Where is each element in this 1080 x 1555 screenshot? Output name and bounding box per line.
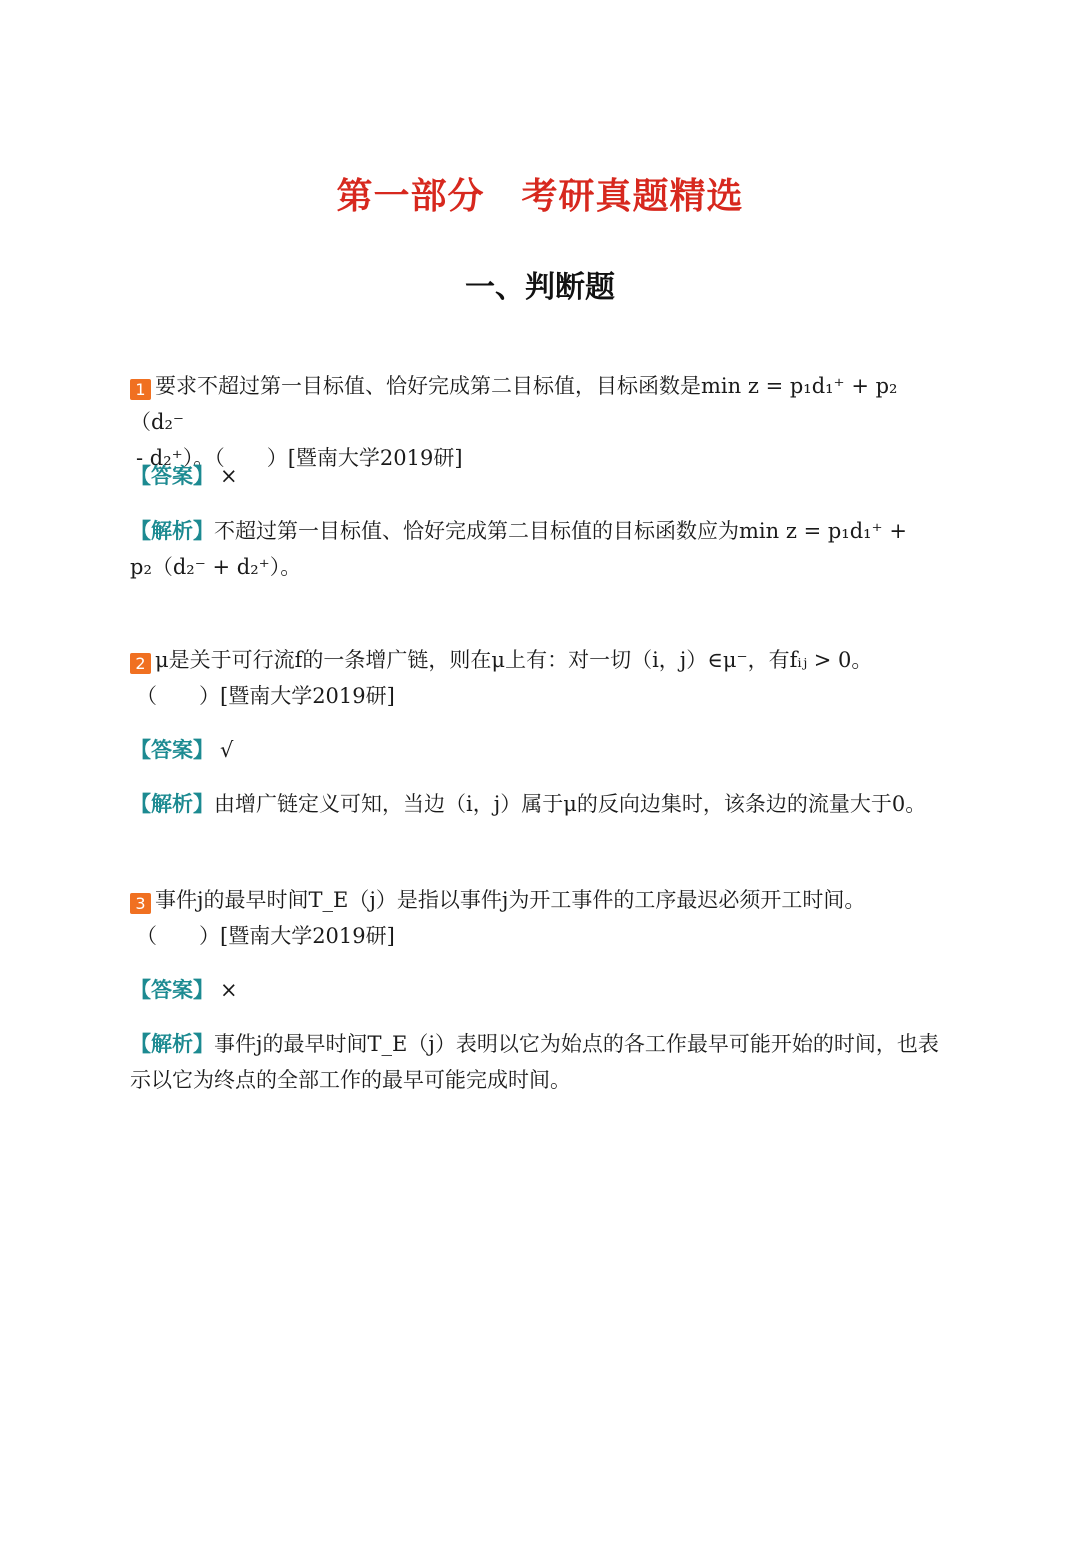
analysis-line-1: 不超过第一目标值、恰好完成第二目标值的目标函数应为min z = p₁d₁⁺ +	[214, 519, 907, 543]
analysis-line-2: p₂（d₂⁻ + d₂⁺）。	[130, 555, 302, 579]
answer-value: ×	[220, 464, 238, 488]
stem-line-1: 事件j的最早时间T_E（j）是指以事件j为开工事件的工序最迟必须开工时间。	[155, 888, 866, 912]
answer-label: 【答案】	[130, 738, 214, 762]
stem-line-2: - d₂⁺）。（ ）[暨南大学2019研]	[136, 446, 463, 470]
stem-line-1: μ是关于可行流f的一条增广链，则在μ上有：对一切（i，j）∈μ⁻，有fᵢⱼ > 0。	[155, 648, 873, 672]
answer-row	[130, 458, 945, 494]
question-2	[130, 642, 945, 714]
question-3	[130, 882, 945, 954]
answer-label: 【答案】	[130, 464, 214, 488]
question-number-badge: 2	[130, 653, 151, 674]
stem-line-2: （ ）[暨南大学2019研]	[136, 924, 395, 948]
stem-line-2: （ ）[暨南大学2019研]	[136, 684, 395, 708]
analysis-line-2: 示以它为终点的全部工作的最早可能完成时间。	[130, 1068, 571, 1092]
answer-row	[130, 972, 945, 1008]
analysis-label: 【解析】	[130, 792, 214, 816]
analysis-line-1: 事件j的最早时间T_E（j）表明以它为始点的各工作最早可能开始的时间，也表	[214, 1032, 939, 1056]
answer-row	[130, 732, 945, 768]
question-number-badge: 3	[130, 893, 151, 914]
question-number-badge: 1	[130, 379, 151, 400]
analysis-line-1: 由增广链定义可知，当边（i，j）属于μ的反向边集时，该条边的流量大于0。	[214, 792, 927, 816]
analysis-block	[130, 786, 945, 822]
answer-label: 【答案】	[130, 978, 214, 1002]
question-stem	[130, 368, 945, 440]
section-heading: 一、判断题	[465, 270, 615, 305]
analysis-block	[130, 513, 945, 585]
answer-value: ×	[220, 978, 238, 1002]
stem-line-1: 要求不超过第一目标值、恰好完成第二目标值，目标函数是min z = p₁d₁⁺ + p₂（d₂⁻	[130, 374, 898, 434]
answer-value: √	[220, 738, 234, 762]
question-stem	[130, 642, 945, 678]
question-stem	[130, 882, 945, 918]
page-title: 第一部分 考研真题精选	[336, 176, 744, 217]
analysis-label: 【解析】	[130, 519, 214, 543]
analysis-block	[130, 1026, 945, 1098]
analysis-label: 【解析】	[130, 1032, 214, 1056]
